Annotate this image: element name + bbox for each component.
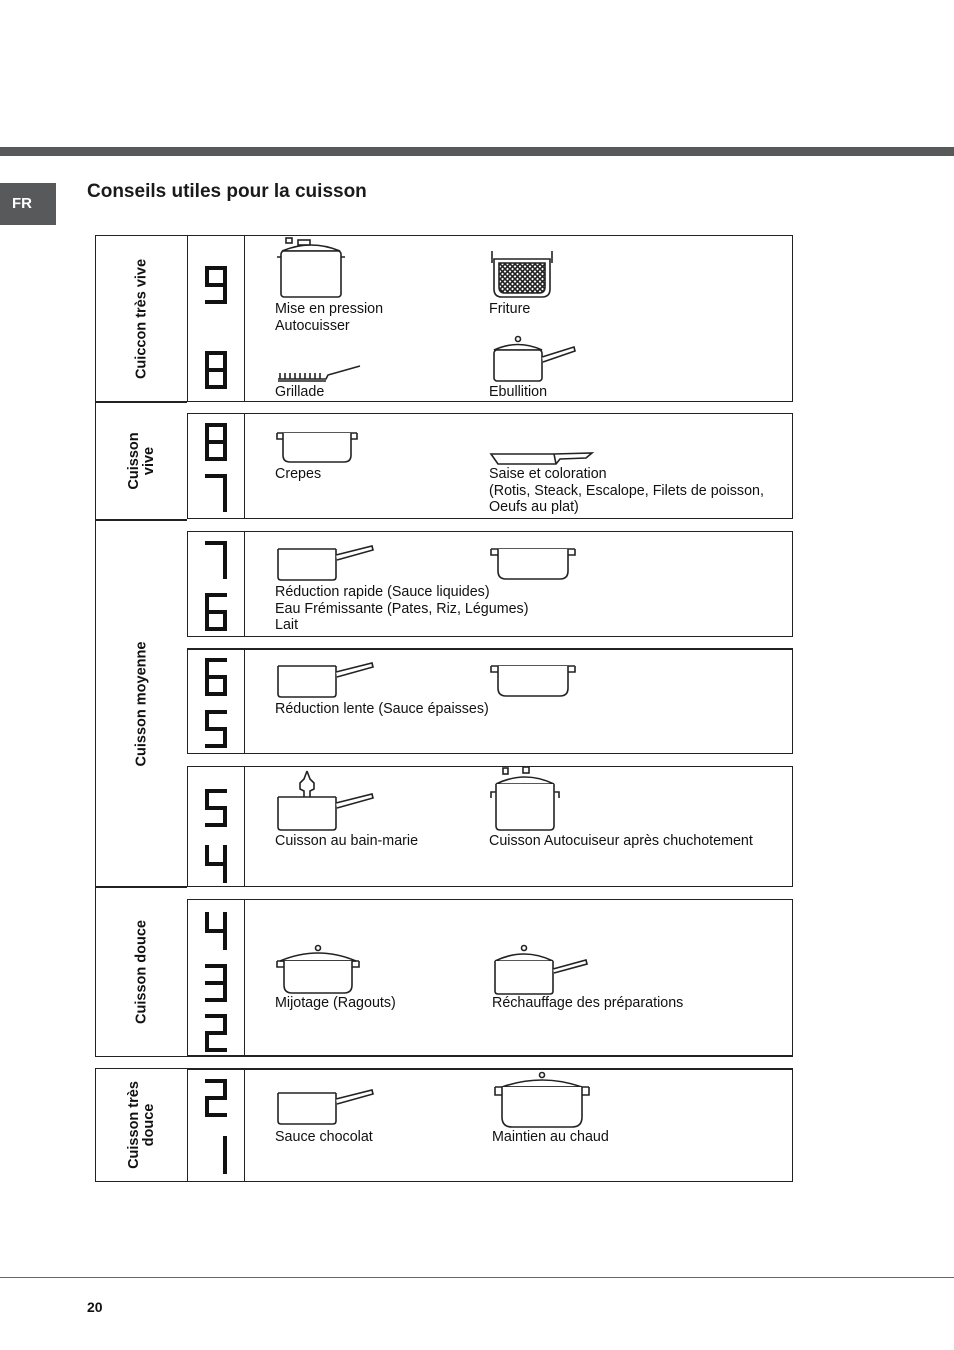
category-very-high	[95, 235, 187, 402]
digit-segment	[205, 370, 209, 389]
category-label: Cuisson moyenne	[133, 641, 149, 766]
level-digit-4	[205, 845, 227, 883]
saucepan-icon	[276, 541, 376, 583]
level-digit-text: 7	[216, 493, 217, 494]
category-very-low	[95, 1068, 187, 1182]
digit-segment	[205, 612, 209, 631]
level-digit-text: 1	[216, 1155, 217, 1156]
category-low	[95, 887, 187, 1057]
level-digit-text: 4	[216, 864, 217, 865]
covered-pot-icon	[276, 943, 360, 995]
digit-segment	[205, 266, 209, 285]
saucepan-icon	[276, 1085, 376, 1127]
frying-pan-icon	[490, 452, 594, 466]
level-digit-5	[205, 710, 227, 748]
digit-segment	[223, 1155, 227, 1174]
frying-basket-icon	[490, 249, 554, 301]
category-label: Cuiccon très vive	[133, 258, 149, 379]
digit-segment	[205, 710, 209, 729]
category-label: Cuisson très douce	[125, 1081, 157, 1169]
digit-segment	[223, 845, 227, 864]
label-slow-reduction: Réduction lente (Sauce épaisses)	[275, 701, 489, 717]
level-digit-6	[205, 593, 227, 631]
level-digit-9	[205, 266, 227, 304]
digit-segment	[205, 593, 209, 612]
digit-segment	[205, 744, 227, 748]
level-digit-text: 3	[216, 983, 217, 984]
casserole-icon	[490, 545, 576, 583]
label-bain-marie: Cuisson au bain-marie	[275, 833, 419, 849]
label-fast-reduction: Réduction rapide (Sauce liquides) Eau Frémissante (Pates, Riz, Légumes) Lait	[275, 584, 529, 633]
digit-segment	[205, 677, 209, 696]
digit-segment	[205, 912, 209, 931]
level-digit-text: 5	[216, 808, 217, 809]
digit-segment	[223, 423, 227, 442]
level-digit-text: 7	[216, 560, 217, 561]
digit-segment	[223, 912, 227, 931]
digit-segment	[205, 845, 209, 864]
level-digit-text: 8	[216, 442, 217, 443]
label-boiling: Ebullition	[489, 384, 548, 400]
label-reheating: Réchauffage des préparations	[492, 995, 684, 1011]
digit-segment	[205, 823, 227, 827]
digit-segment	[223, 1014, 227, 1033]
digit-segment	[205, 351, 209, 370]
digit-segment	[205, 998, 227, 1002]
level-digit-1	[205, 1136, 227, 1174]
digit-segment	[223, 1079, 227, 1098]
level-digit-text: 6	[216, 612, 217, 613]
digit-segment	[223, 560, 227, 579]
page-number: 20	[87, 1299, 103, 1315]
digit-segment	[223, 541, 227, 560]
label-keep-warm: Maintien au chaud	[492, 1129, 609, 1145]
digit-segment	[223, 474, 227, 493]
digit-segment	[223, 964, 227, 983]
label-grilling: Grillade	[275, 384, 325, 400]
category-medium	[95, 520, 187, 887]
level-digit-8	[205, 351, 227, 389]
digit-segment	[223, 1136, 227, 1155]
covered-pot-icon	[494, 1071, 590, 1129]
digit-segment	[205, 789, 209, 808]
language-tab: FR	[0, 183, 56, 225]
label-pressure: Mise en pression Autocuisser	[275, 301, 384, 334]
digit-segment	[223, 493, 227, 512]
digit-segment	[205, 1048, 227, 1052]
label-simmering: Mijotage (Ragouts)	[275, 995, 396, 1011]
level-digit-text: 2	[216, 1033, 217, 1034]
grill-pan-icon	[276, 363, 362, 385]
level-digit-2	[205, 1014, 227, 1052]
digit-segment	[205, 300, 227, 304]
category-label: Cuisson vive	[125, 432, 157, 490]
digit-segment	[223, 864, 227, 883]
level-digit-text: 8	[216, 370, 217, 371]
digit-segment	[205, 1113, 227, 1117]
saucepan-lid-icon	[490, 335, 578, 383]
label-pressure-after: Cuisson Autocuiseur après chuchotement	[489, 833, 753, 849]
level-digit-text: 6	[216, 677, 217, 678]
digit-segment	[223, 351, 227, 370]
level-digit-4	[205, 912, 227, 950]
bain-marie-icon	[276, 771, 376, 833]
label-crepes: Crepes	[275, 466, 322, 482]
casserole-icon	[490, 662, 576, 700]
level-digit-3	[205, 964, 227, 1002]
pressure-cooker-icon	[276, 237, 346, 301]
level-digit-7	[205, 474, 227, 512]
level-digit-5	[205, 789, 227, 827]
level-digit-text: 5	[216, 729, 217, 730]
level-digit-8	[205, 423, 227, 461]
category-label: Cuisson douce	[133, 920, 149, 1024]
level-digit-2	[205, 1079, 227, 1117]
level-digit-text: 2	[216, 1098, 217, 1099]
label-searing: Saise et coloration (Rotis, Steack, Escalope, Filets de poisson, Oeufs au plat)	[489, 466, 764, 515]
digit-segment	[223, 931, 227, 950]
pressure-cooker-icon	[490, 766, 560, 832]
top-bar	[0, 147, 954, 156]
level-digit-7	[205, 541, 227, 579]
level-digit-6	[205, 658, 227, 696]
digit-segment	[205, 442, 209, 461]
casserole-icon	[276, 429, 358, 465]
level-digit-text: 9	[216, 285, 217, 286]
saucepan-lid-icon	[492, 943, 590, 995]
cooking-table	[95, 235, 793, 1182]
digit-segment	[205, 423, 209, 442]
level-digit-text: 4	[216, 931, 217, 932]
digit-segment	[205, 658, 209, 677]
label-chocolate: Sauce chocolat	[275, 1129, 373, 1145]
digit-segment	[223, 266, 227, 285]
label-frying: Friture	[489, 301, 531, 317]
page-title: Conseils utiles pour la cuisson	[87, 181, 367, 202]
category-high	[95, 402, 187, 520]
footer-divider	[0, 1277, 954, 1278]
saucepan-icon	[276, 658, 376, 700]
